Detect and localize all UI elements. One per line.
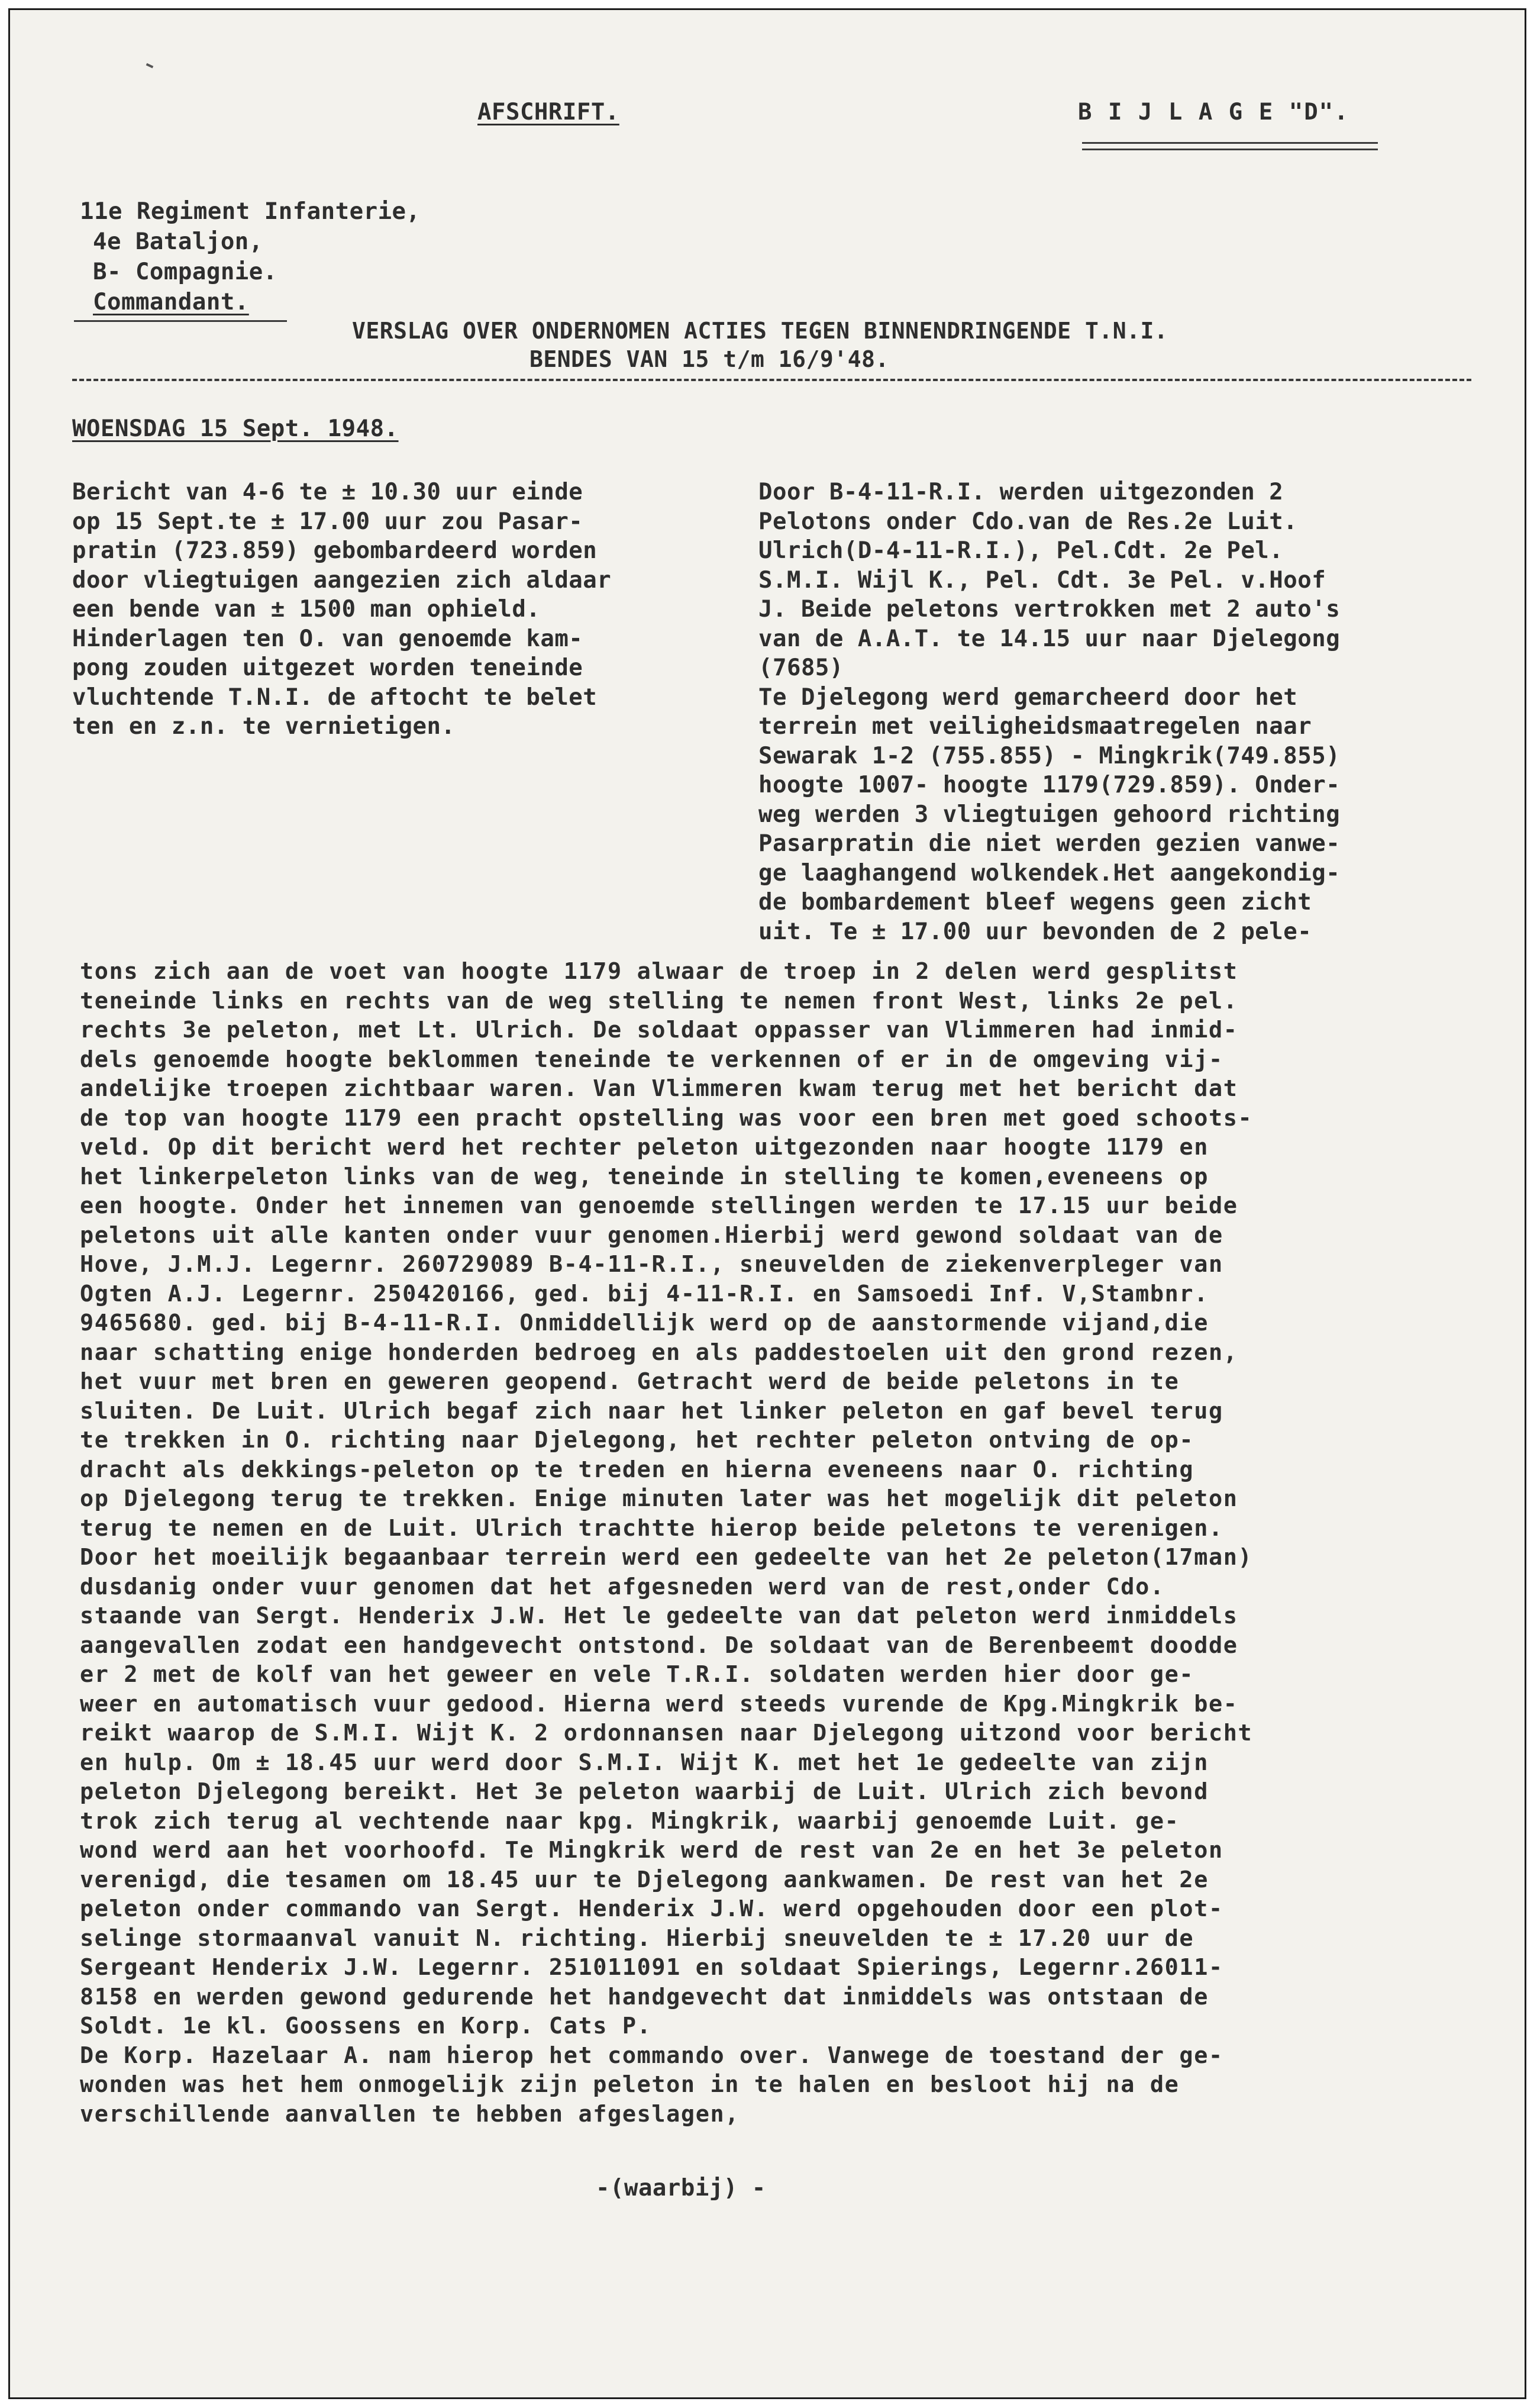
- text-line: tons zich aan de voet van hoogte 1179 alwaar de troep in 2 delen werd gesplitst: [80, 958, 1238, 985]
- text-line: Pelotons onder Cdo.van de Res.2e Luit.: [758, 508, 1298, 535]
- text-line: uit. Te ± 17.00 uur bevonden de 2 pele-: [758, 918, 1312, 945]
- text-line: ten en z.n. te vernietigen.: [72, 713, 456, 740]
- text-line: de bombardement bleef wegens geen zicht: [758, 889, 1312, 916]
- text-line: hoogte 1007- hoogte 1179(729.859). Onder-: [758, 772, 1341, 798]
- text-line: Hinderlagen ten O. van genoemde kam-: [72, 625, 583, 652]
- text-line: weer en automatisch vuur gedood. Hierna werd steeds vurende de Kpg.Mingkrik be-: [80, 1690, 1238, 1717]
- text-line: aangevallen zodat een handgevecht ontstond. De soldaat van de Berenbeemt doodde: [80, 1632, 1238, 1659]
- text-line: vluchtende T.N.I. de aftocht te belet: [72, 684, 598, 711]
- text-line: het vuur met bren en geweren geopend. Getracht werd de beide peletons in te: [80, 1368, 1180, 1395]
- text-line: staande van Sergt. Henderix J.W. Het le gedeelte van dat peleton werd inmiddels: [80, 1603, 1238, 1629]
- date-heading: WOENSDAG 15 Sept. 1948.: [72, 415, 399, 442]
- text-line: naar schatting enige honderden bedroeg en als paddestoelen uit den grond rezen,: [80, 1339, 1238, 1366]
- text-line: op 15 Sept.te ± 17.00 uur zou Pasar-: [72, 508, 583, 535]
- text-line: Sewarak 1-2 (755.855) - Mingkrik(749.855): [758, 742, 1341, 769]
- text-line: rechts 3e peleton, met Lt. Ulrich. De soldaat oppasser van Vlimmeren had inmid-: [80, 1017, 1238, 1043]
- text-line: Sergeant Henderix J.W. Legernr. 251011091 en soldaat Spierings, Legernr.26011-: [80, 1954, 1223, 1981]
- text-line: Soldt. 1e kl. Goossens en Korp. Cats P.: [80, 2013, 652, 2039]
- report-title-line-2: BENDES VAN 15 t/m 16/9'48.: [529, 346, 889, 372]
- text-line: verenigd, die tesamen om 18.45 uur te Djelegong aankwamen. De rest van het 2e: [80, 1866, 1209, 1893]
- text-line: de top van hoogte 1179 een pracht opstelling was voor een bren met goed schoots-: [80, 1104, 1253, 1132]
- sender-line-regiment: 11e Regiment Infanterie,: [80, 198, 421, 225]
- text-line: sluiten. De Luit. Ulrich begaf zich naar het linker peleton en gaf bevel terug: [80, 1397, 1223, 1424]
- text-line: een hoogte. Onder het innemen van genoemde stellingen werden te 17.15 uur beide: [80, 1192, 1238, 1219]
- text-line: J. Beide peletons vertrokken met 2 auto's: [758, 596, 1341, 623]
- text-line: peleton onder commando van Sergt. Henderix J.W. werd opgehouden door een plot-: [80, 1896, 1223, 1922]
- text-line: dracht als dekkings-peleton op te treden en hierna eveneens naar O. richting: [80, 1456, 1194, 1483]
- text-line: trok zich terug al vechtende naar kpg. Mingkrik, waarbij genoemde Luit. ge-: [80, 1807, 1180, 1835]
- text-line: op Djelegong terug te trekken. Enige minuten later was het mogelijk dit peleton: [80, 1485, 1238, 1512]
- text-line: er 2 met de kolf van het geweer en vele T.R.I. soldaten werden hier door ge-: [80, 1661, 1194, 1688]
- text-line: terug te nemen en de Luit. Ulrich trachtte hierop beide peletons te verenigen.: [80, 1514, 1223, 1542]
- report-title-line-1: VERSLAG OVER ONDERNOMEN ACTIES TEGEN BINNENDRINGENDE T.N.I.: [352, 318, 1168, 344]
- text-line: terrein met veiligheidsmaatregelen naar: [758, 713, 1312, 740]
- text-line: 9465680. ged. bij B-4-11-R.I. Onmiddellijk werd op de aanstormende vijand,die: [80, 1310, 1209, 1336]
- text-line: 8158 en werden gewond gedurende het handgevecht dat inmiddels was ontstaan de: [80, 1983, 1209, 2010]
- text-line: ge laaghangend wolkendek.Het aangekondig-: [758, 859, 1341, 887]
- text-line: veld. Op dit bericht werd het rechter peleton uitgezonden naar hoogte 1179 en: [80, 1134, 1209, 1161]
- sender-line-bataljon: 4e Bataljon,: [93, 228, 263, 255]
- text-line: wond werd aan het voorhoofd. Te Mingkrik werd de rest van 2e en het 3e peleton: [80, 1837, 1223, 1864]
- page-continuation-marker: -(waarbij) -: [596, 2175, 766, 2201]
- text-line: dusdanig onder vuur genomen dat het afgesneden werd van de rest,onder Cdo.: [80, 1573, 1165, 1600]
- text-line: Pasarpratin die niet werden gezien vanwe-: [758, 830, 1341, 857]
- text-line: een bende van ± 1500 man ophield.: [72, 596, 541, 623]
- right-column-paragraph: [758, 478, 1340, 946]
- text-line: het linkerpeleton links van de weg, teneinde in stelling te komen,eveneens op: [80, 1163, 1209, 1190]
- text-line: pong zouden uitgezet worden teneinde: [72, 655, 583, 681]
- text-line: Door B-4-11-R.I. werden uitgezonden 2: [758, 479, 1284, 505]
- text-line: en hulp. Om ± 18.45 uur werd door S.M.I. Wijt K. met het 1e gedeelte van zijn: [80, 1749, 1209, 1776]
- main-report-body: [80, 957, 1252, 2129]
- text-line: reikt waarop de S.M.I. Wijt K. 2 ordonnansen naar Djelegong uitzond voor bericht: [80, 1720, 1253, 1746]
- text-line: weg werden 3 vliegtuigen gehoord richting: [758, 801, 1341, 828]
- sender-line-commandant: Commandant.: [93, 289, 249, 315]
- text-line: pratin (723.859) gebombardeerd worden: [72, 537, 598, 564]
- text-line: teneinde links en rechts van de weg stelling te nemen front West, links 2e pel.: [80, 987, 1238, 1014]
- text-line: (7685): [758, 655, 844, 681]
- text-line: peleton Djelegong bereikt. Het 3e peleton waarbij de Luit. Ulrich zich bevond: [80, 1778, 1209, 1805]
- commandant-rule: [74, 320, 287, 322]
- document-page: [8, 8, 1526, 2399]
- text-line: S.M.I. Wijl K., Pel. Cdt. 3e Pel. v.Hoof: [758, 566, 1326, 594]
- left-column-paragraph: [72, 478, 611, 742]
- text-line: door vliegtuigen aangezien zich aldaar: [72, 566, 612, 594]
- ink-mark: [146, 63, 154, 69]
- text-line: Ulrich(D-4-11-R.I.), Pel.Cdt. 2e Pel.: [758, 537, 1284, 564]
- bijlage-heading: B I J L A G E "D".: [1078, 99, 1349, 125]
- bijlage-underline-2: [1082, 149, 1378, 150]
- text-line: Bericht van 4-6 te ± 10.30 uur einde: [72, 479, 583, 505]
- text-line: Ogten A.J. Legernr. 250420166, ged. bij 4-11-R.I. en Samsoedi Inf. V,Stambnr.: [80, 1280, 1209, 1307]
- text-line: te trekken in O. richting naar Djelegong, het rechter peleton ontving de op-: [80, 1427, 1194, 1453]
- text-line: De Korp. Hazelaar A. nam hierop het commando over. Vanwege de toestand der ge-: [80, 2042, 1223, 2069]
- text-line: andelijke troepen zichtbaar waren. Van Vlimmeren kwam terug met het bericht dat: [80, 1075, 1238, 1102]
- title-separator: [72, 379, 1471, 381]
- text-line: Door het moeilijk begaanbaar terrein werd een gedeelte van het 2e peleton(17man): [80, 1544, 1253, 1571]
- text-line: selinge stormaanval vanuit N. richting. Hierbij sneuvelden te ± 17.20 uur de: [80, 1925, 1194, 1952]
- text-line: dels genoemde hoogte beklommen teneinde te verkennen of er in de omgeving vij-: [80, 1046, 1223, 1073]
- text-line: wonden was het hem onmogelijk zijn peleton in te halen en besloot hij na de: [80, 2071, 1180, 2098]
- sender-line-compagnie: B- Compagnie.: [93, 259, 277, 285]
- text-line: van de A.A.T. te 14.15 uur naar Djelegong: [758, 625, 1341, 652]
- text-line: verschillende aanvallen te hebben afgeslagen,: [80, 2100, 740, 2127]
- afschrift-heading: AFSCHRIFT.: [477, 99, 619, 125]
- text-line: Hove, J.M.J. Legernr. 260729089 B-4-11-R.I., sneuvelden de ziekenverpleger van: [80, 1251, 1223, 1278]
- text-line: Te Djelegong werd gemarcheerd door het: [758, 684, 1298, 711]
- bijlage-underline-1: [1082, 142, 1378, 144]
- text-line: peletons uit alle kanten onder vuur genomen.Hierbij werd gewond soldaat van de: [80, 1221, 1223, 1249]
